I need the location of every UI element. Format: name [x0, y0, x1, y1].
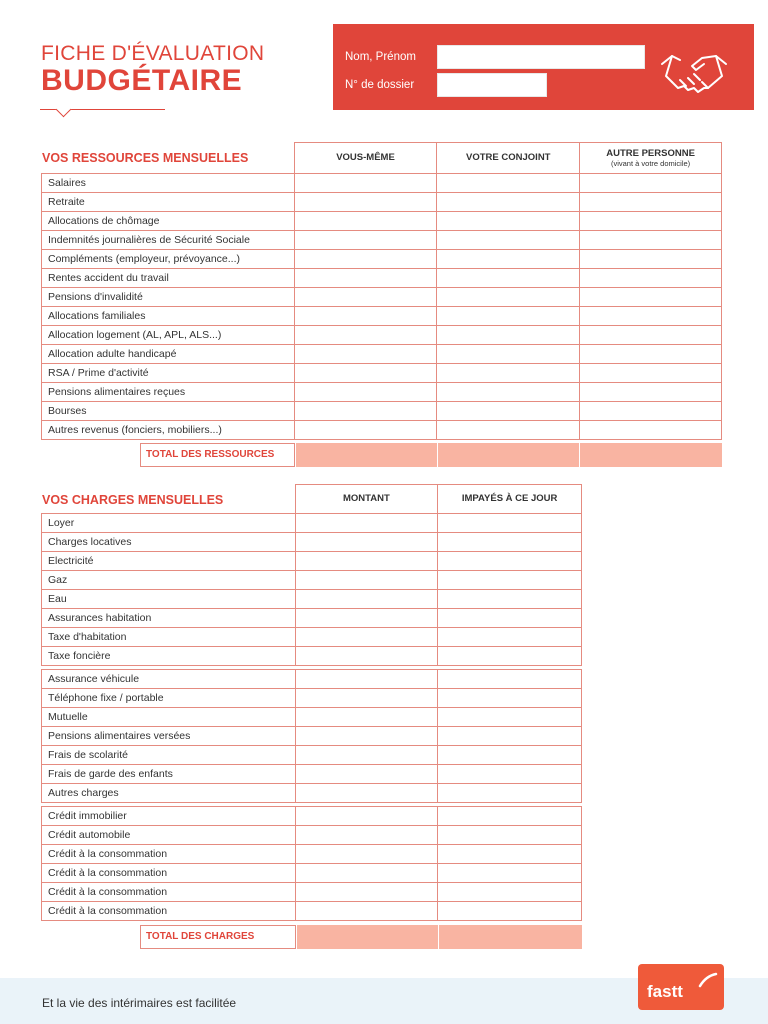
table-row	[42, 513, 582, 532]
logo-text: fastt	[647, 982, 683, 1001]
row-label: Pensions alimentaires versées	[42, 726, 296, 745]
row-label: Assurances habitation	[42, 608, 296, 627]
row-label: Bourses	[42, 401, 295, 420]
amount-cell[interactable]	[580, 192, 722, 211]
col-header-other	[580, 143, 722, 174]
amount-cell[interactable]	[437, 344, 580, 363]
row-label: Autres charges	[42, 783, 296, 802]
row-label: Allocations de chômage	[42, 211, 295, 230]
amount-cell[interactable]	[438, 627, 582, 646]
col-header-other-sub: (vivant à votre domicile)	[610, 158, 691, 168]
col-header-other-label: AUTRE PERSONNE	[606, 147, 695, 159]
table-row	[42, 420, 722, 439]
row-label: Rentes accident du travail	[42, 268, 295, 287]
amount-cell[interactable]	[437, 306, 580, 325]
amount-cell[interactable]	[295, 707, 438, 726]
identity-box	[333, 24, 754, 110]
table-row	[42, 230, 722, 249]
amount-cell[interactable]	[295, 825, 438, 844]
amount-cell[interactable]	[438, 882, 582, 901]
amount-cell[interactable]	[295, 589, 438, 608]
amount-cell[interactable]	[580, 287, 722, 306]
amount-cell[interactable]	[580, 325, 722, 344]
col-header-unpaid: IMPAYÉS À CE JOUR	[438, 485, 582, 514]
amount-cell[interactable]	[438, 551, 582, 570]
form-title-line2: BUDGÉTAIRE	[41, 64, 243, 97]
amount-cell[interactable]	[438, 726, 582, 745]
amount-cell[interactable]	[437, 401, 580, 420]
amount-cell[interactable]	[438, 608, 582, 627]
amount-cell[interactable]	[295, 783, 438, 802]
amount-cell[interactable]	[294, 401, 437, 420]
table-row	[42, 608, 582, 627]
table-row	[42, 249, 722, 268]
table-row	[42, 211, 722, 230]
amount-cell[interactable]	[438, 646, 582, 665]
row-label: Gaz	[42, 570, 296, 589]
amount-cell[interactable]	[438, 783, 582, 802]
table-row	[42, 551, 582, 570]
name-label: Nom, Prénom	[345, 51, 416, 63]
amount-cell[interactable]	[438, 764, 582, 783]
charges-title: VOS CHARGES MENSUELLES	[42, 493, 224, 507]
amount-cell[interactable]	[437, 192, 580, 211]
row-label: Allocations familiales	[42, 306, 295, 325]
amount-cell[interactable]	[295, 726, 438, 745]
amount-cell[interactable]	[294, 306, 437, 325]
name-field[interactable]	[437, 45, 645, 69]
row-label: Charges locatives	[42, 532, 296, 551]
amount-cell[interactable]	[294, 420, 437, 439]
amount-cell[interactable]	[580, 268, 722, 287]
form-title-line1: FICHE D'ÉVALUATION	[41, 42, 265, 65]
amount-cell[interactable]	[294, 344, 437, 363]
table-row	[42, 287, 722, 306]
amount-cell[interactable]	[438, 825, 582, 844]
amount-cell[interactable]	[580, 249, 722, 268]
amount-cell[interactable]	[294, 287, 437, 306]
table-row	[42, 646, 582, 665]
table-row	[42, 401, 722, 420]
amount-cell[interactable]	[295, 513, 438, 532]
amount-cell[interactable]	[295, 688, 438, 707]
amount-cell[interactable]	[295, 863, 438, 882]
total-resources-self[interactable]	[296, 443, 437, 467]
amount-cell[interactable]	[438, 707, 582, 726]
amount-cell[interactable]	[438, 863, 582, 882]
charges-table	[41, 484, 582, 921]
amount-cell[interactable]	[438, 745, 582, 764]
amount-cell[interactable]	[438, 806, 582, 825]
table-row	[42, 669, 582, 688]
amount-cell[interactable]	[438, 901, 582, 920]
total-charges-label: TOTAL DES CHARGES	[140, 925, 296, 949]
table-row	[42, 325, 722, 344]
row-label: Autres revenus (fonciers, mobiliers...)	[42, 420, 295, 439]
amount-cell[interactable]	[294, 173, 437, 192]
row-label: RSA / Prime d'activité	[42, 363, 295, 382]
amount-cell[interactable]	[295, 882, 438, 901]
amount-cell[interactable]	[295, 551, 438, 570]
amount-cell[interactable]	[294, 192, 437, 211]
table-row	[42, 173, 722, 192]
amount-cell[interactable]	[294, 230, 437, 249]
fastt-logo	[638, 964, 724, 1010]
amount-cell[interactable]	[580, 344, 722, 363]
amount-cell[interactable]	[294, 249, 437, 268]
amount-cell[interactable]	[294, 363, 437, 382]
row-label: Assurance véhicule	[42, 669, 296, 688]
row-label: Allocation logement (AL, APL, ALS...)	[42, 325, 295, 344]
table-row	[42, 589, 582, 608]
col-header-spouse: VOTRE CONJOINT	[437, 143, 580, 174]
amount-cell[interactable]	[580, 420, 722, 439]
row-label: Compléments (employeur, prévoyance...)	[42, 249, 295, 268]
amount-cell[interactable]	[295, 806, 438, 825]
table-row	[42, 344, 722, 363]
table-row	[42, 306, 722, 325]
amount-cell[interactable]	[580, 230, 722, 249]
row-label: Taxe foncière	[42, 646, 296, 665]
amount-cell[interactable]	[580, 401, 722, 420]
amount-cell[interactable]	[295, 669, 438, 688]
row-label: Electricité	[42, 551, 296, 570]
table-row	[42, 382, 722, 401]
amount-cell[interactable]	[438, 589, 582, 608]
row-label: Crédit à la consommation	[42, 844, 296, 863]
table-row	[42, 863, 582, 882]
amount-cell[interactable]	[295, 764, 438, 783]
row-label: Eau	[42, 589, 296, 608]
row-label: Crédit immobilier	[42, 806, 296, 825]
row-label: Crédit à la consommation	[42, 882, 296, 901]
table-row	[42, 627, 582, 646]
table-row	[42, 901, 582, 920]
amount-cell[interactable]	[438, 669, 582, 688]
amount-cell[interactable]	[580, 173, 722, 192]
row-label: Indemnités journalières de Sécurité Sociale	[42, 230, 295, 249]
table-row	[42, 192, 722, 211]
amount-cell[interactable]	[437, 268, 580, 287]
total-resources-label: TOTAL DES RESSOURCES	[140, 443, 295, 467]
amount-cell[interactable]	[438, 688, 582, 707]
file-number-field[interactable]	[437, 73, 547, 97]
table-row	[42, 268, 722, 287]
col-header-amount: MONTANT	[295, 485, 438, 514]
amount-cell[interactable]	[437, 382, 580, 401]
title-notch	[56, 102, 72, 118]
amount-cell[interactable]	[294, 325, 437, 344]
amount-cell[interactable]	[295, 532, 438, 551]
table-row	[42, 825, 582, 844]
table-row	[42, 532, 582, 551]
row-label: Allocation adulte handicapé	[42, 344, 295, 363]
amount-cell[interactable]	[437, 363, 580, 382]
amount-cell[interactable]	[437, 325, 580, 344]
amount-cell[interactable]	[438, 532, 582, 551]
amount-cell[interactable]	[295, 745, 438, 764]
footer-tagline: Et la vie des intérimaires est facilitée	[42, 996, 237, 1010]
row-label: Frais de scolarité	[42, 745, 296, 764]
table-row	[42, 707, 582, 726]
table-row	[42, 726, 582, 745]
handshake-icon	[658, 42, 730, 98]
table-row	[42, 882, 582, 901]
row-label: Taxe d'habitation	[42, 627, 296, 646]
row-label: Pensions d'invalidité	[42, 287, 295, 306]
row-label: Mutuelle	[42, 707, 296, 726]
table-row	[42, 745, 582, 764]
row-label: Salaires	[42, 173, 295, 192]
resources-title: VOS RESSOURCES MENSUELLES	[42, 151, 249, 165]
amount-cell[interactable]	[437, 249, 580, 268]
amount-cell[interactable]	[294, 268, 437, 287]
amount-cell[interactable]	[580, 363, 722, 382]
row-label: Retraite	[42, 192, 295, 211]
amount-cell[interactable]	[438, 844, 582, 863]
table-row	[42, 363, 722, 382]
amount-cell[interactable]	[294, 211, 437, 230]
row-label: Loyer	[42, 513, 296, 532]
total-charges-unpaid[interactable]	[439, 925, 582, 949]
amount-cell[interactable]	[294, 382, 437, 401]
amount-cell[interactable]	[295, 570, 438, 589]
amount-cell[interactable]	[295, 844, 438, 863]
table-row	[42, 570, 582, 589]
row-label: Crédit à la consommation	[42, 863, 296, 882]
row-label: Pensions alimentaires reçues	[42, 382, 295, 401]
amount-cell[interactable]	[295, 608, 438, 627]
total-resources-spouse[interactable]	[438, 443, 579, 467]
row-label: Crédit automobile	[42, 825, 296, 844]
table-row	[42, 806, 582, 825]
amount-cell[interactable]	[437, 230, 580, 249]
file-number-label: N° de dossier	[345, 79, 415, 91]
amount-cell[interactable]	[295, 646, 438, 665]
total-charges-amount[interactable]	[297, 925, 438, 949]
amount-cell[interactable]	[580, 306, 722, 325]
amount-cell[interactable]	[438, 570, 582, 589]
table-row	[42, 764, 582, 783]
amount-cell[interactable]	[295, 901, 438, 920]
logo-swoosh-icon	[698, 972, 718, 988]
row-label: Frais de garde des enfants	[42, 764, 296, 783]
amount-cell[interactable]	[295, 627, 438, 646]
amount-cell[interactable]	[580, 211, 722, 230]
col-header-self: VOUS-MÊME	[294, 143, 437, 174]
table-row	[42, 844, 582, 863]
table-row	[42, 783, 582, 802]
amount-cell[interactable]	[437, 211, 580, 230]
table-row	[42, 688, 582, 707]
row-label: Téléphone fixe / portable	[42, 688, 296, 707]
amount-cell[interactable]	[437, 173, 580, 192]
row-label: Crédit à la consommation	[42, 901, 296, 920]
amount-cell[interactable]	[580, 382, 722, 401]
total-resources-other[interactable]	[580, 443, 722, 467]
amount-cell[interactable]	[437, 287, 580, 306]
resources-table	[41, 142, 722, 440]
amount-cell[interactable]	[438, 513, 582, 532]
amount-cell[interactable]	[437, 420, 580, 439]
